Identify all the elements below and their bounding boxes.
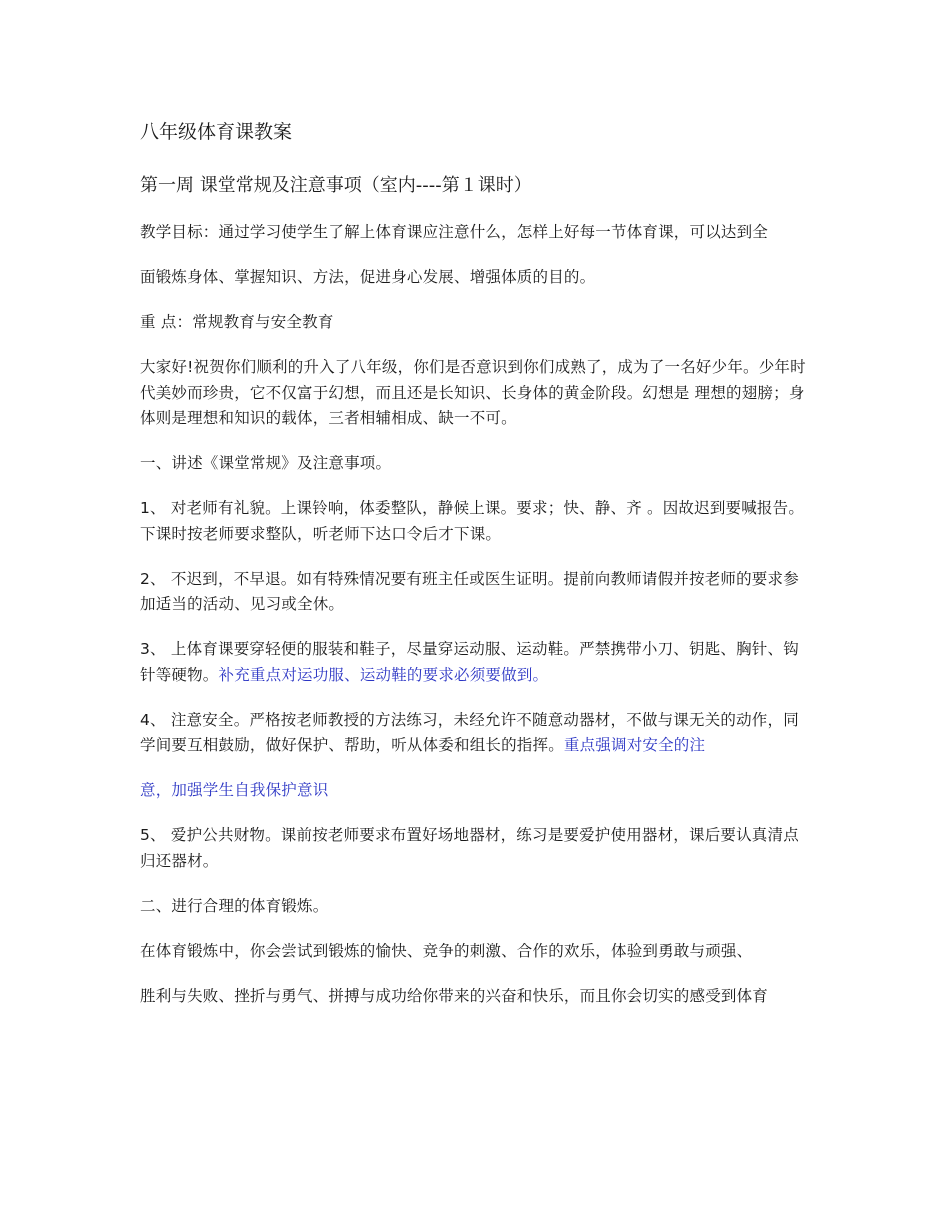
- rule-item-1: 1、 对老师有礼貌。上课铃响，体委整队，静候上课。要求；快、静、齐 。因故迟到要喊报告。下课时按老师要求整队，听老师下达口令后才下课。: [140, 499, 805, 543]
- rule-item-5: 5、 爱护公共财物。课前按老师要求布置好场地器材，练习是要爱护使用器材，课后要认真清点归还器材。: [140, 826, 799, 870]
- exercise-paragraph-2: 胜利与失败、挫折与勇气、拼搏与成功给你带来的兴奋和快乐，而且你会切实的感受到体育: [140, 986, 769, 1005]
- rule-item-3-text: 3、 上体育课要穿轻便的服装和鞋子，尽量穿运动服、运动鞋。严禁携带小刀、钥匙、胸针、钩针等硬物。: [140, 640, 799, 684]
- rule-item-2: 2、 不迟到，不早退。如有特殊情况要有班主任或医生证明。提前向教师请假并按老师的要求参加适当的活动、见习或全休。: [140, 569, 799, 613]
- section-heading-1: 一、讲述《课堂常规》及注意事项。: [140, 454, 392, 472]
- rule-item-4-text: 4、 注意安全。严格按老师教授的方法练习，未经允许不随意动器材，不做与课无关的动作，同学间要互相鼓励，做好保护、帮助，听从体委和组长的指挥。: [140, 710, 799, 754]
- section-heading-2: 二、进行合理的体育锻炼。: [140, 896, 329, 915]
- rule-item-4-note: 重点强调对安全的注: [563, 736, 706, 754]
- exercise-paragraph-1: 在体育锻炼中，你会尝试到锻炼的愉快、竞争的刺激、合作的欢乐，体验到勇敢与顽强、: [140, 941, 753, 960]
- objective-paragraph-2: 面锻炼身体、掌握知识、方法，促进身心发展、增强体质的目的。: [140, 268, 596, 286]
- rule-item-4-note-continued: 意，加强学生自我保护意识: [140, 781, 329, 799]
- document-body: [140, 118, 808, 1029]
- document-title: 八年级体育课教案: [140, 121, 293, 143]
- rule-item-3: [140, 637, 808, 688]
- rule-item-3-note: 补充重点对运功服、运动鞋的要求必须要做到。: [218, 665, 549, 684]
- rule-item-4: [140, 708, 808, 759]
- key-point: 重 点：常规教育与安全教育: [140, 313, 334, 331]
- intro-paragraph: 大家好!祝贺你们顺利的升入了八年级，你们是否意识到你们成熟了，成为了一名好少年。少年时代美妙而珍贵，它不仅富于幻想，而且还是长知识、长身体的黄金阶段。幻想是 理想的翅膀；身体则是理想和知识的载体，三者相辅相成、缺一不可。: [140, 358, 806, 427]
- lesson-heading: 第一周 课堂常规及注意事项（室内----第１课时）: [140, 175, 532, 196]
- objective-paragraph-1: 教学目标：通过学习使学生了解上体育课应注意什么，怎样上好每一节体育课，可以达到全: [140, 223, 769, 241]
